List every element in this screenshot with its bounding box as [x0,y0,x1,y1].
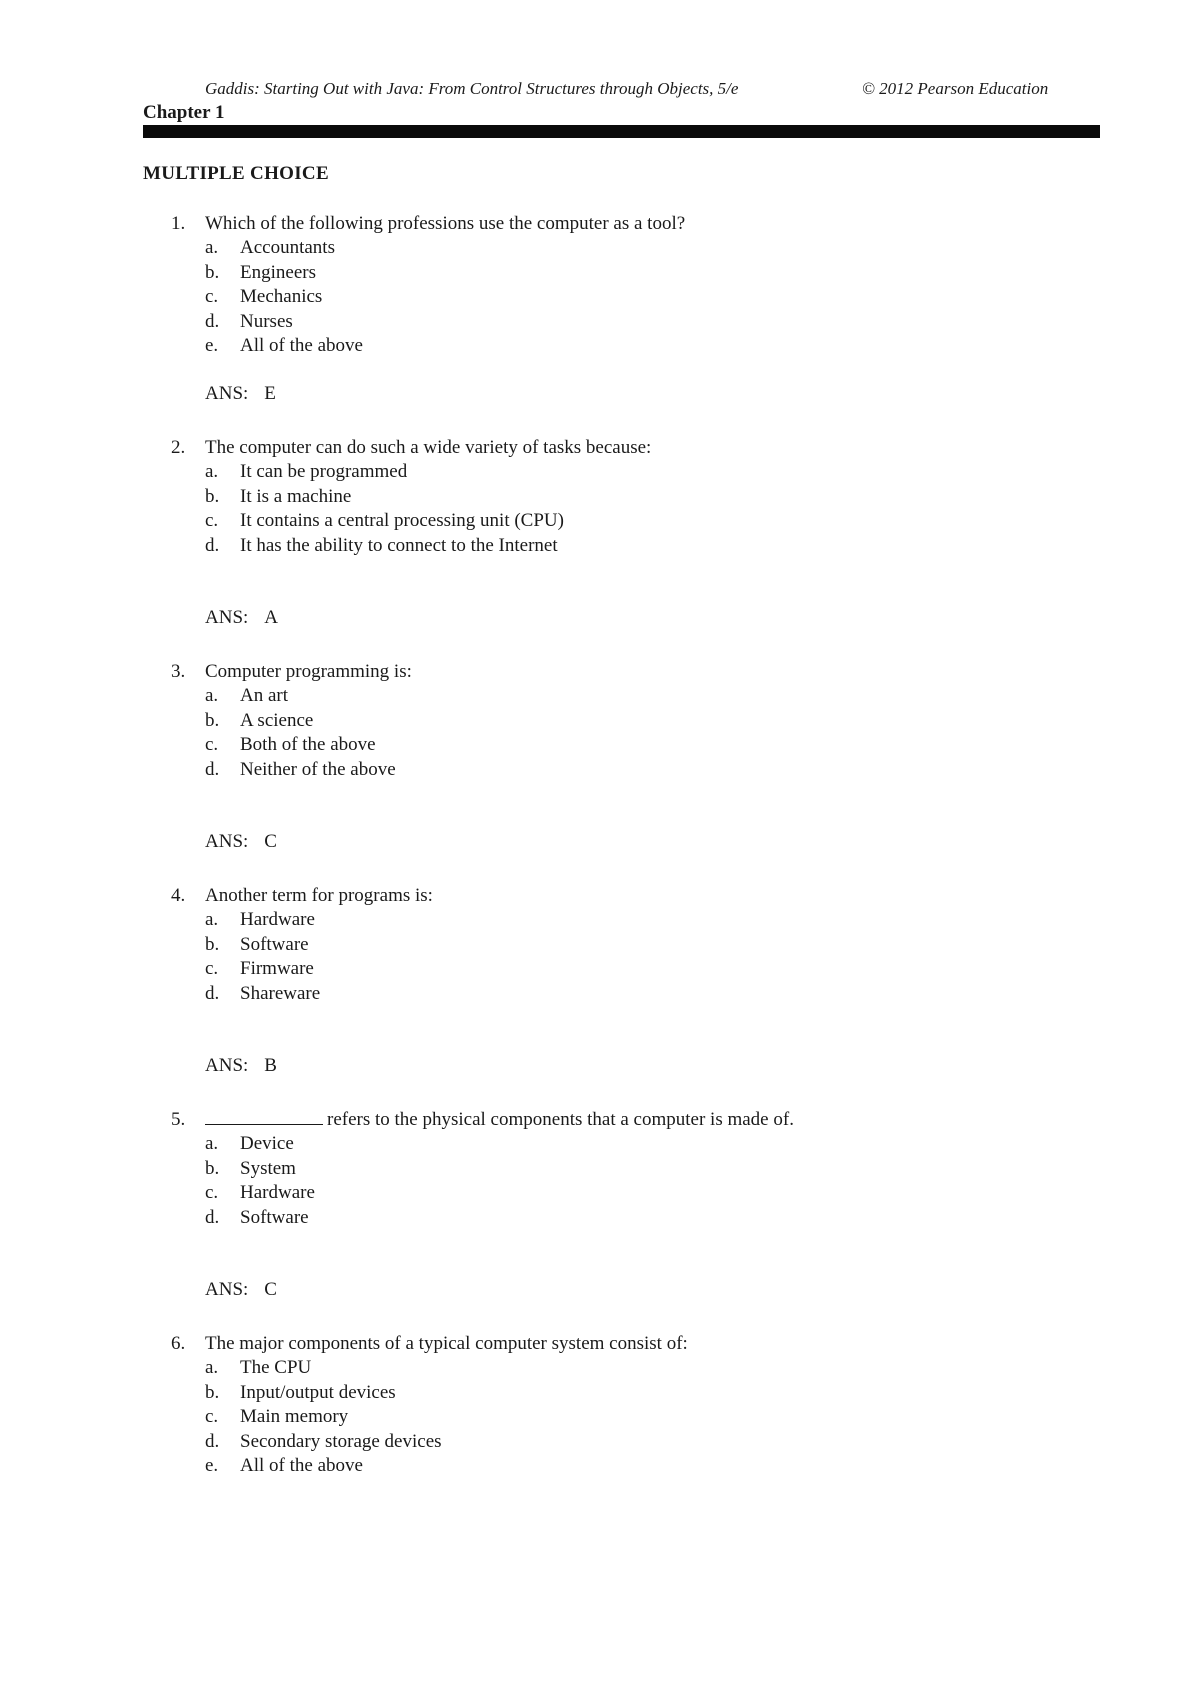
option-text: The CPU [240,1357,312,1378]
question-stem [0,659,1200,684]
answer-label: ANS: [205,1055,249,1076]
answer-option [0,1454,1200,1479]
option-letter: d. [205,758,220,780]
answer-option [0,1381,1200,1406]
option-letter: d. [205,1430,220,1452]
answer-option [0,733,1200,758]
answer-option [0,509,1200,534]
option-letter: b. [205,933,220,955]
answer-option [0,1132,1200,1157]
answer-label: ANS: [205,383,249,404]
question-item [0,883,1200,1107]
answer-option [0,310,1200,335]
answer-key [205,1277,277,1302]
question-text-content: refers to the physical components that a computer is made of. [327,1109,794,1130]
option-text: It is a machine [240,485,352,507]
question-list [0,211,1200,1555]
question-text-content: The computer can do such a wide variety of tasks because: [205,437,652,458]
option-text: Shareware [240,982,321,1004]
option-letter: b. [205,485,220,507]
question-item [0,435,1200,659]
answer-key [205,381,276,406]
answer-option [0,758,1200,783]
question-number: 2. [171,437,186,458]
answer-option [0,334,1200,359]
option-letter: a. [205,237,219,258]
option-text: Mechanics [240,286,323,308]
option-text: All of the above [240,335,363,357]
answer-option [0,982,1200,1007]
question-stem [0,435,1200,460]
question-text-content: Another term for programs is: [205,885,433,906]
answer-option [0,261,1200,286]
answer-key [205,829,277,854]
answer-option [0,1206,1200,1231]
question-number: 5. [171,1109,186,1130]
question-text [205,435,651,460]
header-rule [143,125,1100,138]
option-letter: c. [205,286,219,308]
question-text-content: The major components of a typical computer system consist of: [205,1333,688,1354]
option-text: Main memory [240,1406,349,1428]
answer-option [0,236,1200,261]
answer-value: C [264,1279,277,1300]
option-letter: d. [205,1206,220,1228]
option-text: Software [240,1206,309,1228]
question-number: 1. [171,213,186,234]
option-letter: b. [205,1157,220,1179]
answer-option [0,1405,1200,1430]
option-text: Input/output devices [240,1381,396,1403]
question-number: 4. [171,885,186,906]
answer-option [0,709,1200,734]
option-letter: a. [205,1357,219,1378]
option-letter: d. [205,534,220,556]
question-number: 6. [171,1333,186,1354]
answer-option [0,1181,1200,1206]
copyright-header: © 2012 Pearson Education [862,79,1049,98]
answer-option [0,908,1200,933]
question-text [205,1331,688,1356]
option-text: Accountants [240,237,335,258]
option-text: Engineers [240,261,316,283]
option-text: An art [240,685,289,706]
option-text: All of the above [240,1455,363,1477]
question-text [205,211,685,236]
option-letter: c. [205,510,219,532]
option-text: It can be programmed [240,461,408,482]
question-stem [0,211,1200,236]
answer-option [0,285,1200,310]
option-letter: b. [205,709,220,731]
answer-option [0,957,1200,982]
option-text: Neither of the above [240,758,396,780]
option-letter: b. [205,261,220,283]
option-text: A science [240,709,314,731]
option-text: Firmware [240,958,314,980]
question-text-content: Computer programming is: [205,661,412,682]
option-letter: c. [205,1406,219,1428]
option-text: It has the ability to connect to the Internet [240,534,558,556]
option-letter: d. [205,982,220,1004]
answer-option [0,1157,1200,1182]
answer-value: C [264,831,277,852]
section-title: MULTIPLE CHOICE [143,163,329,184]
option-text: Nurses [240,310,293,332]
option-text: Software [240,933,309,955]
option-letter: a. [205,461,219,482]
option-letter: d. [205,310,220,332]
option-letter: c. [205,958,219,980]
option-text: Device [240,1133,294,1154]
option-text: Both of the above [240,734,376,756]
question-number: 3. [171,661,186,682]
question-item [0,1107,1200,1331]
answer-label: ANS: [205,831,249,852]
question-item [0,659,1200,883]
option-letter: b. [205,1381,220,1403]
option-letter: e. [205,1455,219,1477]
option-text: Hardware [240,1182,315,1204]
question-text-content: Which of the following professions use the computer as a tool? [205,213,686,234]
question-text [205,883,433,908]
option-letter: a. [205,909,219,930]
option-text: System [240,1157,296,1179]
option-text: Secondary storage devices [240,1430,442,1452]
option-letter: a. [205,1133,219,1154]
answer-key [205,1053,277,1078]
question-text [205,659,412,684]
option-letter: c. [205,1182,219,1204]
question-stem [0,1107,1200,1132]
question-item [0,1331,1200,1555]
option-letter: e. [205,335,219,357]
answer-option [0,684,1200,709]
answer-key [205,605,278,630]
option-text: It contains a central processing unit (CPU) [240,510,564,532]
fill-in-blank [205,1108,323,1125]
answer-option [0,1356,1200,1381]
option-text: Hardware [240,909,315,930]
answer-label: ANS: [205,1279,249,1300]
chapter-heading: Chapter 1 [143,102,225,123]
question-stem [0,883,1200,908]
answer-option [0,534,1200,559]
answer-option [0,933,1200,958]
option-letter: a. [205,685,219,706]
answer-label: ANS: [205,607,249,628]
option-letter: c. [205,734,219,756]
answer-option [0,460,1200,485]
answer-value: B [264,1055,277,1076]
question-stem [0,1331,1200,1356]
answer-option [0,1430,1200,1455]
answer-value: A [264,607,279,628]
answer-value: E [264,383,276,404]
answer-option [0,485,1200,510]
question-item [0,211,1200,435]
question-text [205,1107,794,1132]
book-title-header: Gaddis: Starting Out with Java: From Control Structures through Objects, 5/e [205,79,739,98]
